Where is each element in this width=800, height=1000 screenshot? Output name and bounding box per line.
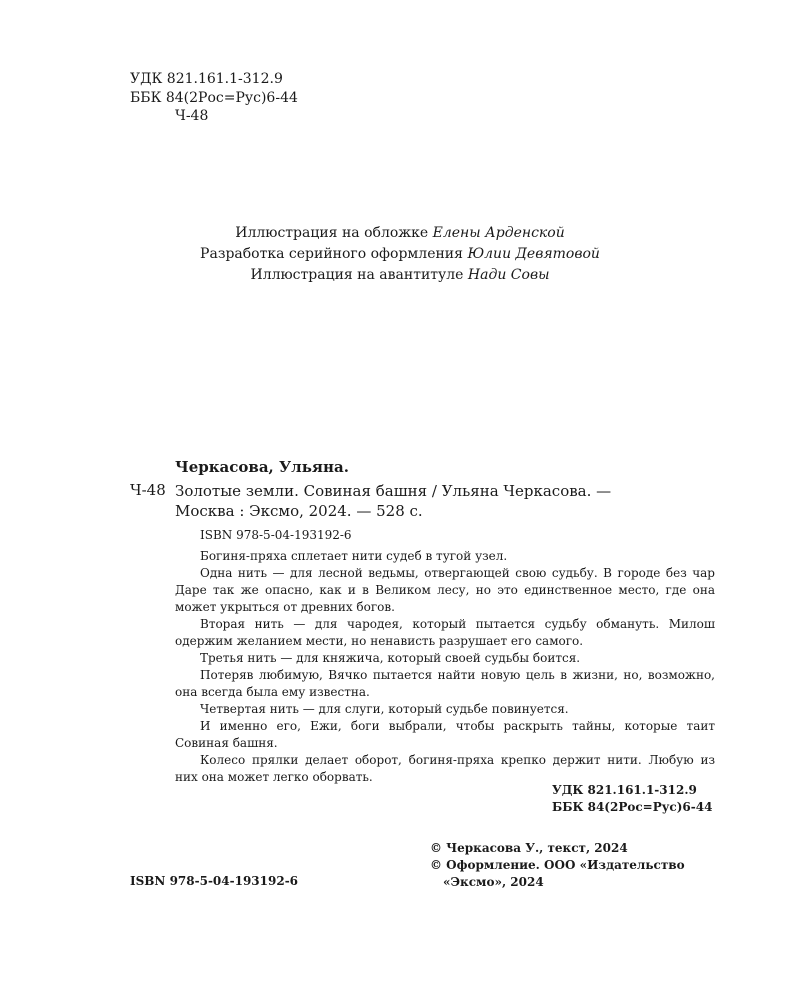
annotation (175, 548, 715, 786)
annotation-paragraph: Богиня-пряха сплетает нити судеб в тугой узел. (200, 549, 508, 563)
bib-title-line: Золотые земли. Совиная башня / Ульяна Черкасова. — (175, 482, 612, 500)
copyright-line: «Эксмо», 2024 (443, 875, 544, 889)
bib-code: Ч-48 (130, 481, 166, 499)
annotation-paragraph: Четвертая нить — для слуги, который судьбе повинуется. (200, 702, 569, 716)
isbn-bottom: ISBN 978-5-04-193192-6 (130, 874, 299, 888)
classification-codes-bottom (552, 782, 712, 816)
annotation-paragraph: И именно его, Ежи, боги выбрали, чтобы раскрыть тайны, которые таит Совиная башня. (175, 719, 715, 750)
annotation-paragraph: Колесо прялки делает оборот, богиня-пряха крепко держит нити. Любую из них она может легко оборвать. (175, 753, 715, 784)
annotation-paragraph: Потеряв любимую, Вячко пытается найти новую цель в жизни, но, возможно, она всегда была ему известна. (175, 668, 715, 699)
bib-title-line: Москва : Эксмо, 2024. — 528 с. (175, 502, 423, 520)
author-mark: Ч-48 (175, 108, 209, 124)
credit-line: Иллюстрация на обложке Елены Арденской (235, 225, 565, 241)
credit-line: Разработка серийного оформления Юлии Девятовой (200, 246, 600, 262)
credit-line: Иллюстрация на авантитуле Нади Совы (250, 267, 550, 283)
bib-author: Черкасова, Ульяна. (175, 458, 349, 476)
copyright-block (430, 840, 685, 891)
annotation-paragraph: Одна нить — для лесной ведьмы, отвергающей свою судьбу. В городе без чар Даре так же опасно, как и в Великом лесу, но это единственное место, где она может укрыться от древних богов. (175, 566, 715, 614)
annotation-paragraph: Вторая нить — для чародея, который пытается судьбу обмануть. Милош одержим желанием мести, но ненависть разрушает его самого. (175, 617, 715, 648)
bbk-code: ББК 84(2Рос=Рус)6-44 (130, 89, 298, 106)
annotation-paragraph: Третья нить — для княжича, который своей судьбы боится. (200, 651, 581, 665)
copyright-line: © Черкасова У., текст, 2024 (430, 841, 628, 855)
copyright-line: © Оформление. ООО «Издательство (430, 858, 685, 872)
bib-title (175, 481, 611, 521)
bbk-code: ББК 84(2Рос=Рус)6-44 (552, 800, 713, 814)
bib-isbn: ISBN 978-5-04-193192-6 (200, 528, 352, 542)
illustration-credits (100, 223, 700, 286)
udk-code: УДК 821.161.1-312.9 (130, 71, 283, 87)
classification-codes-top (130, 70, 298, 126)
udk-code: УДК 821.161.1-312.9 (552, 783, 697, 797)
